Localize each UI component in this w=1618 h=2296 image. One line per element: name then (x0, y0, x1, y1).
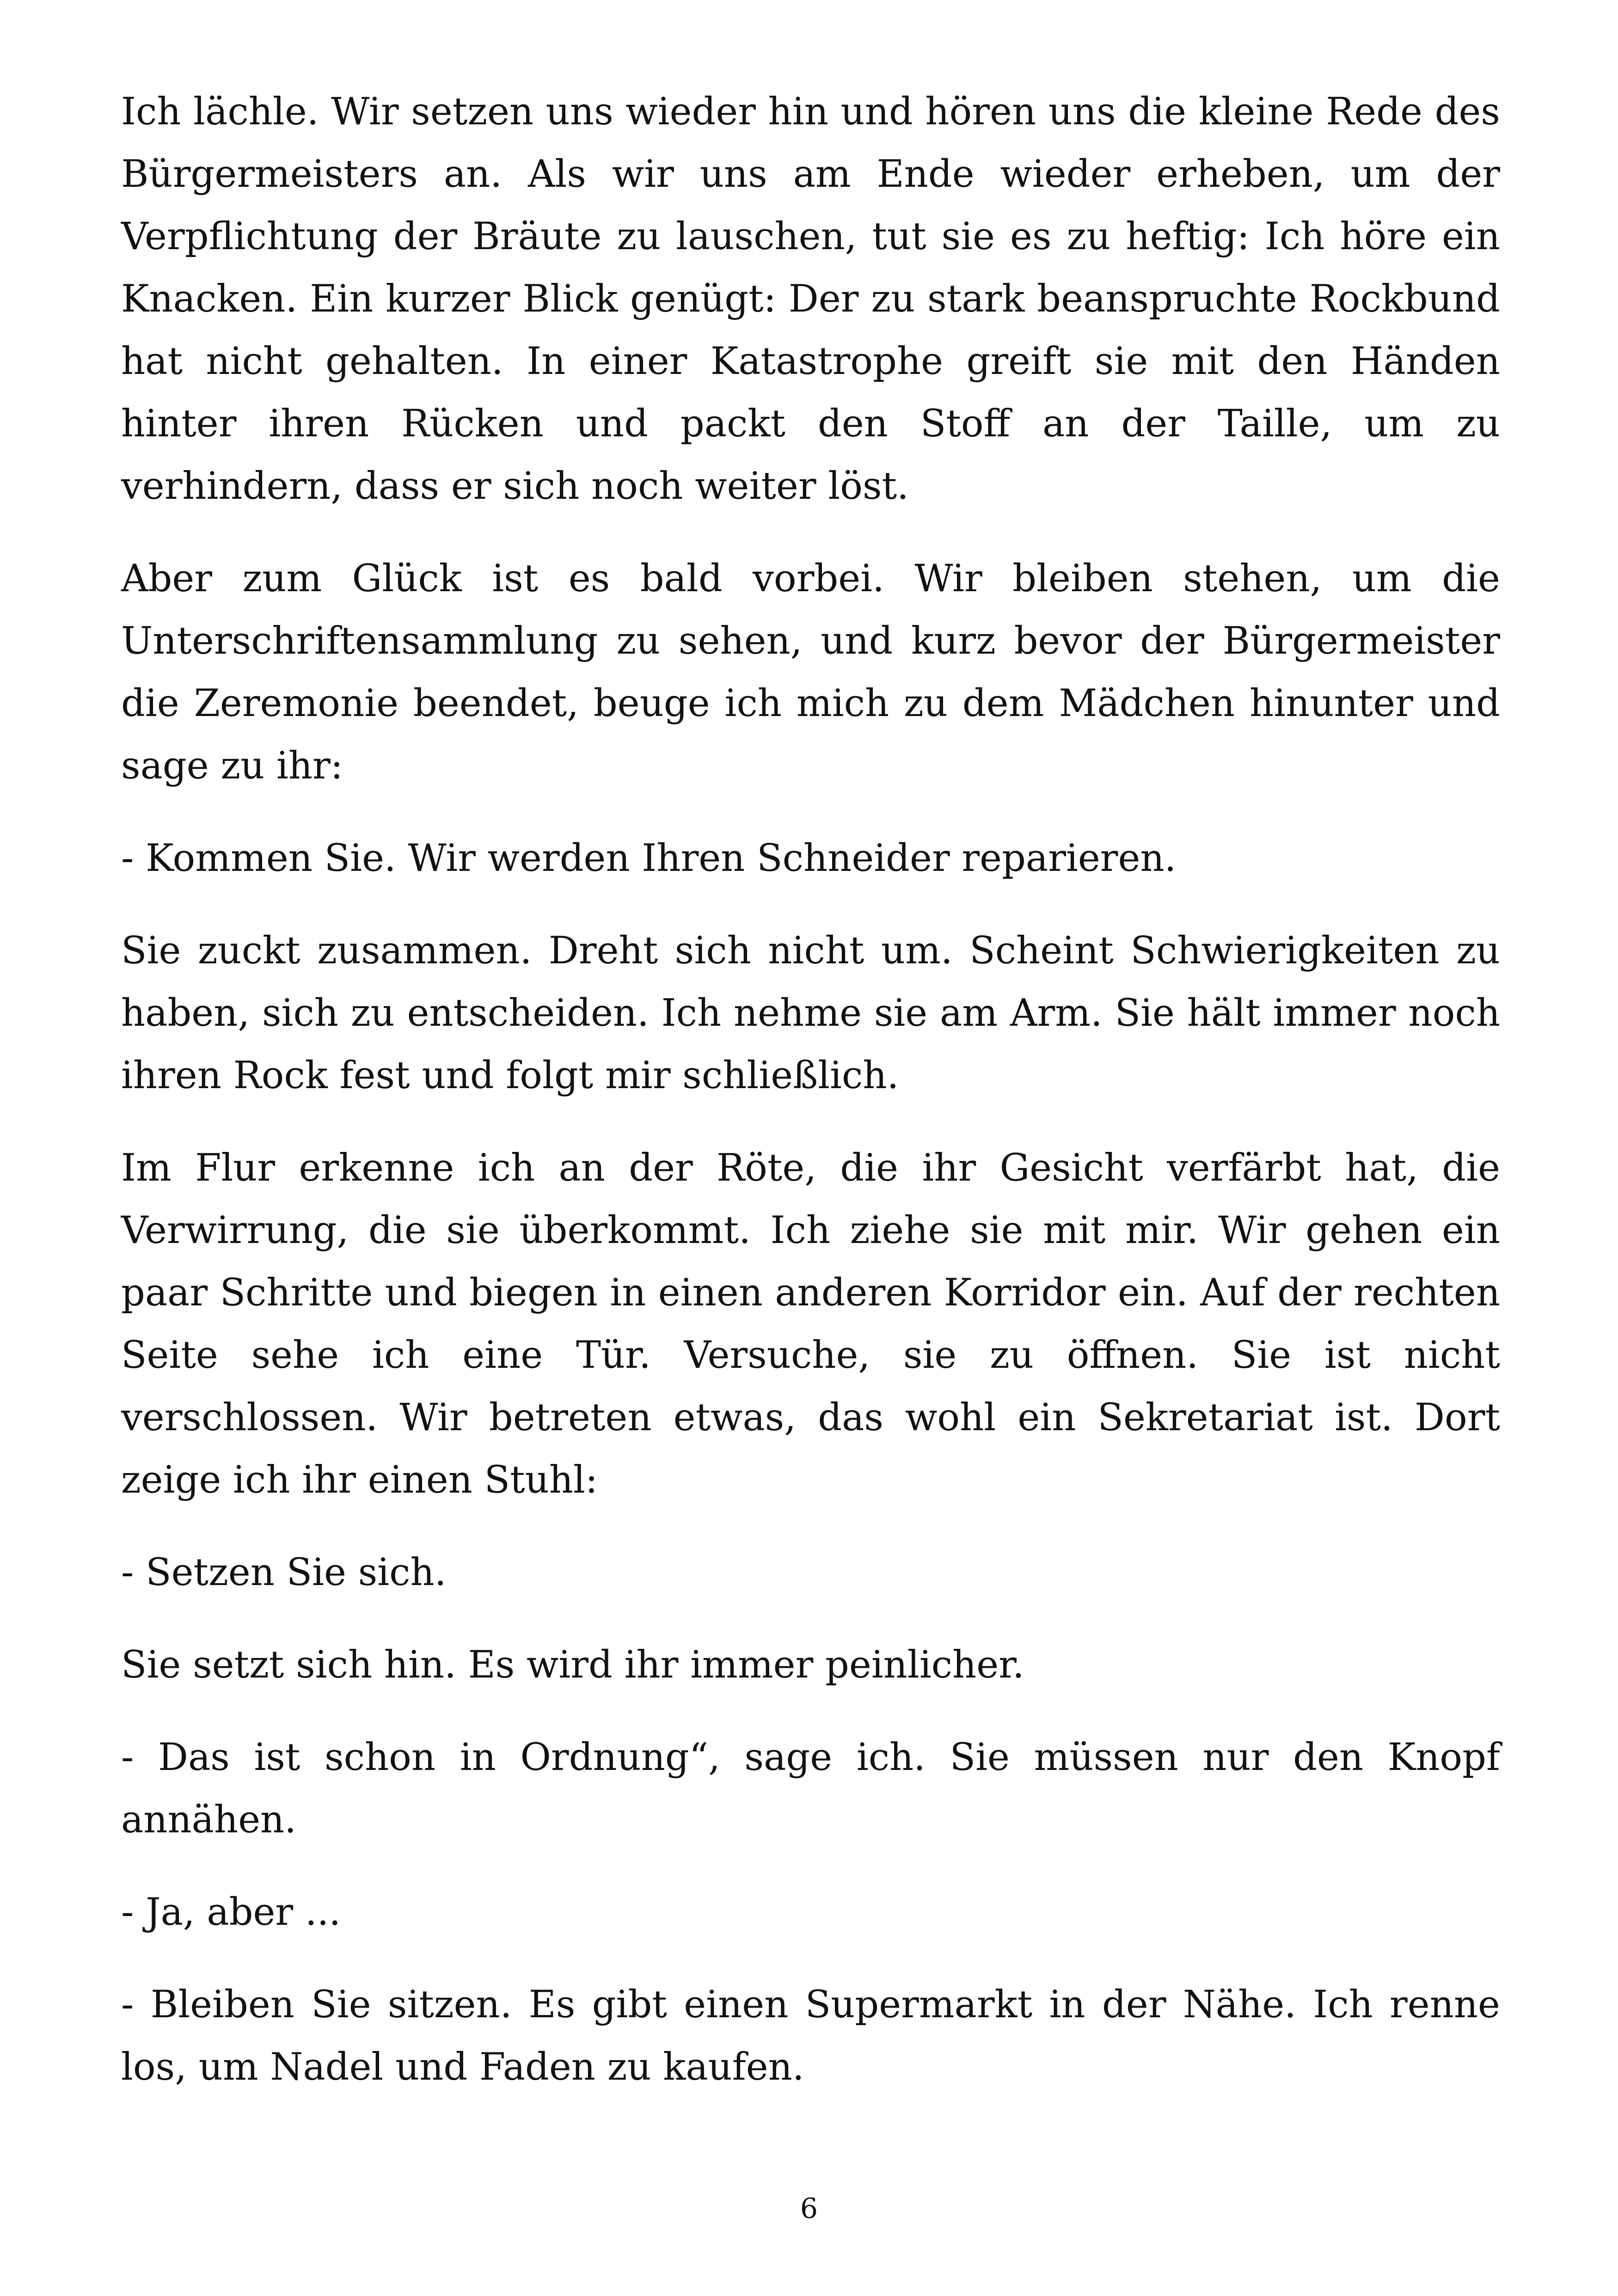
paragraph: Sie setzt sich hin. Es wird ihr immer peinlicher. (121, 1643, 1024, 1687)
dialogue-line: - Bleiben Sie sitzen. Es gibt einen Supermarkt in der Nähe. Ich renne los, um Nadel und Faden zu kaufen. (121, 1983, 1500, 2089)
dialogue-line: - Ja, aber ... (121, 1891, 341, 1934)
paragraph: Im Flur erkenne ich an der Röte, die ihr Gesicht verfärbt hat, die Verwirrung, die sie überkommt. Ich ziehe sie mit mir. Wir gehen ein paar Schritte und biegen in einen anderen Korridor ein. Auf der rechten Seite sehe ich eine Tür. Versuche, sie zu öffnen. Sie ist nicht verschlossen. Wir betreten etwas, das wohl ein Sekretariat ist. Dort zeige ich ihr einen Stuhl: (121, 1146, 1500, 1502)
dialogue-line: - Das ist schon in Ordnung“, sage ich. Sie müssen nur den Knopf annähen. (121, 1736, 1500, 1842)
paragraph: Ich lächle. Wir setzen uns wieder hin und hören uns die kleine Rede des Bürgermeisters an. Als wir uns am Ende wieder erheben, um der Verpflichtung der Bräute zu lauschen, tut sie es zu heftig: Ich höre ein Knacken. Ein kurzer Blick genügt: Der zu stark beanspruchte Rockbund hat nicht gehalten. In einer Katastrophe greift sie mit den Händen hinter ihren Rücken und packt den Stoff an der Taille, um zu verhindern, dass er sich noch weiter löst. (121, 90, 1500, 508)
paragraph: Sie zuckt zusammen. Dreht sich nicht um. Scheint Schwierigkeiten zu haben, sich zu entscheiden. Ich nehme sie am Arm. Sie hält immer noch ihren Rock fest und folgt mir schließlich. (121, 929, 1500, 1097)
page-body (121, 81, 1500, 2099)
dialogue-line: - Kommen Sie. Wir werden Ihren Schneider reparieren. (121, 837, 1177, 880)
dialogue-line: - Setzen Sie sich. (121, 1551, 447, 1594)
page-number: 6 (800, 2192, 818, 2225)
paragraph: Aber zum Glück ist es bald vorbei. Wir bleiben stehen, um die Unterschriftensammlung zu sehen, und kurz bevor der Bürgermeister die Zeremonie beendet, beuge ich mich zu dem Mädchen hinunter und sage zu ihr: (121, 557, 1500, 788)
